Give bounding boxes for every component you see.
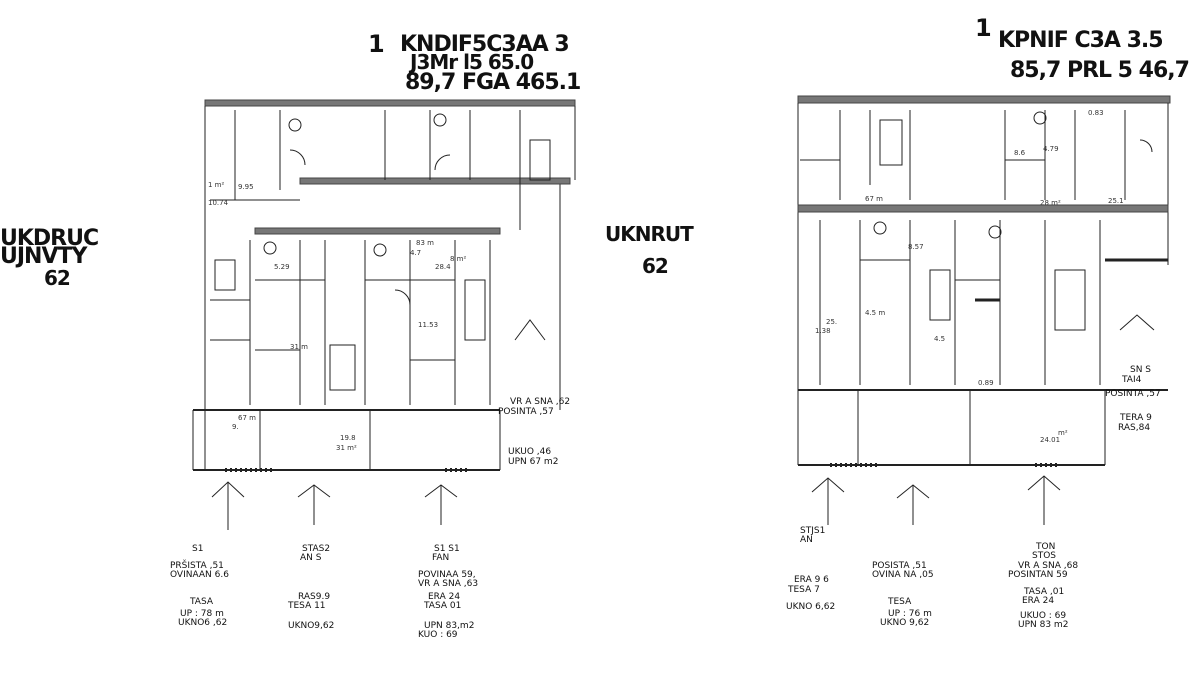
right-title-line1: KPNIF C3A 3.5 <box>998 28 1163 53</box>
left-title-line1: KNDIF5C3AA 3 <box>400 32 569 57</box>
right-room-area: 28 m² <box>1040 199 1061 207</box>
right-summary-line: TAI4 <box>1122 375 1142 385</box>
left-summary-line: VR A SNA ,62 <box>510 397 571 407</box>
right-unit1-line: UKNO 6,62 <box>786 602 836 612</box>
right-room-area: 67 m <box>865 195 883 203</box>
right-room-area: 4.5 m <box>865 309 886 317</box>
right-room-area: 1.38 <box>815 327 831 335</box>
right-room-area: 0.89 <box>978 379 994 387</box>
left-unit2-line: TESA 11 <box>288 601 326 611</box>
right-room-area: 8.6 <box>1014 149 1026 157</box>
left-unit1-line: PRŠISTA ,51 <box>170 561 224 571</box>
right-unit2-line: OVINA NA ,05 <box>872 570 934 580</box>
left-unit3-line: TASA 01 <box>424 601 462 611</box>
right-unit3-line: VR A SNA ,68 <box>1018 561 1079 571</box>
left-floor-number: 1 <box>368 30 385 58</box>
left-room-area: 1 m² <box>208 181 225 189</box>
left-title-line3: 89,7 FGA 465.1 <box>405 70 581 95</box>
left-unit2-label: AN S <box>300 553 322 563</box>
left-title-line2: J3Mr l5 65.0 <box>410 50 534 74</box>
right-room-area: 4.5 <box>934 335 946 343</box>
right-unit2-line: UP : 76 m <box>888 609 932 619</box>
right-unit3-line: ERA 24 <box>1022 596 1055 606</box>
right-side-label-line1: UKNRUT <box>605 222 693 246</box>
left-unit1-line: UKNO6 ,62 <box>178 618 228 628</box>
right-unit1-name: STJS1 <box>800 526 826 536</box>
right-room-area: 25. <box>826 318 838 326</box>
left-room-area: 28.4 <box>435 263 451 271</box>
left-room-area: 67 m <box>238 414 256 422</box>
right-room-area: m² <box>1058 429 1068 437</box>
right-unit3-line: UKUO : 69 <box>1020 611 1067 621</box>
left-room-area: 4.7 <box>410 249 422 257</box>
left-unit2-line: UKNO9,62 <box>288 621 335 631</box>
left-unit1-line: UP : 78 m <box>180 609 224 619</box>
left-side-label-num: 62 <box>44 266 70 290</box>
left-room-area: 11.53 <box>418 321 439 329</box>
right-unit3-line: TASA ,01 <box>1024 587 1065 597</box>
left-room-area: 31 m <box>290 343 308 351</box>
left-unit1-line: OVINAAN 6.6 <box>170 570 229 580</box>
right-unit3-name: TON <box>1036 542 1056 552</box>
right-unit3-label: STOS <box>1032 551 1057 561</box>
left-unit2-line: RAS9.9 <box>298 592 331 602</box>
left-unit3-line: ERA 24 <box>428 592 461 602</box>
left-unit1-name: S1 <box>192 544 204 554</box>
left-room-area: 5.29 <box>274 263 290 271</box>
right-summary-line: RAS,84 <box>1118 423 1151 433</box>
left-side-label-line2: UJNVTY <box>0 244 87 269</box>
left-room-area: 10.74 <box>208 199 229 207</box>
right-room-area: 25.1 <box>1108 197 1124 205</box>
right-unit2-line: UKNO 9,62 <box>880 618 930 628</box>
left-unit1-line: TASA <box>190 597 213 607</box>
left-unit3-line: UPN 83,m2 <box>424 621 475 631</box>
right-unit2-line: POSISTA ,51 <box>872 561 927 571</box>
left-unit3-line: VR A SNA ,63 <box>418 579 479 589</box>
right-summary-line: SN S <box>1130 365 1152 375</box>
left-room-area: 8 m² <box>450 255 467 263</box>
right-title-line2: 85,7 PRL 5 46,7 <box>1010 58 1189 83</box>
left-unit3-line: KUO : 69 <box>418 630 458 640</box>
left-unit2-name: STAS2 <box>302 544 331 554</box>
left-room-area: 31 m² <box>336 444 357 452</box>
right-building-outline <box>798 96 1170 525</box>
left-summary-line: UPN 67 m2 <box>508 457 559 467</box>
right-unit1-line: ERA 9 6 <box>794 575 829 585</box>
left-unit3-label: FAN <box>432 553 450 563</box>
right-summary-line: POSINTA ,57 <box>1105 389 1161 399</box>
left-room-area: 9. <box>232 423 239 431</box>
left-side-label-line1: UKDRUC <box>0 226 99 251</box>
left-summary-line: POSINTA ,57 <box>498 407 554 417</box>
left-room-area: 19.8 <box>340 434 356 442</box>
right-room-area: 4.79 <box>1043 145 1059 153</box>
right-room-area: 0.83 <box>1088 109 1104 117</box>
right-unit3-line: POSINTAN 59 <box>1008 570 1068 580</box>
right-floor-number: 1 <box>975 14 992 42</box>
left-summary-line: UKUO ,46 <box>508 447 552 457</box>
left-room-area: 9.95 <box>238 183 254 191</box>
right-room-area: 8.57 <box>908 243 924 251</box>
left-unit3-name: S1 S1 <box>434 544 460 554</box>
right-unit3-line: UPN 83 m2 <box>1018 620 1069 630</box>
left-unit3-line: POVINAA 59, <box>418 570 476 580</box>
right-unit1-line: TESA 7 <box>788 585 820 595</box>
right-side-label-num: 62 <box>642 254 668 278</box>
left-room-area: 83 m <box>416 239 434 247</box>
right-unit1-label: AN <box>800 535 813 545</box>
right-summary-line: TERA 9 <box>1120 413 1152 423</box>
right-unit2-line: TESA <box>888 597 912 607</box>
right-room-area: 24.01 <box>1040 436 1061 444</box>
